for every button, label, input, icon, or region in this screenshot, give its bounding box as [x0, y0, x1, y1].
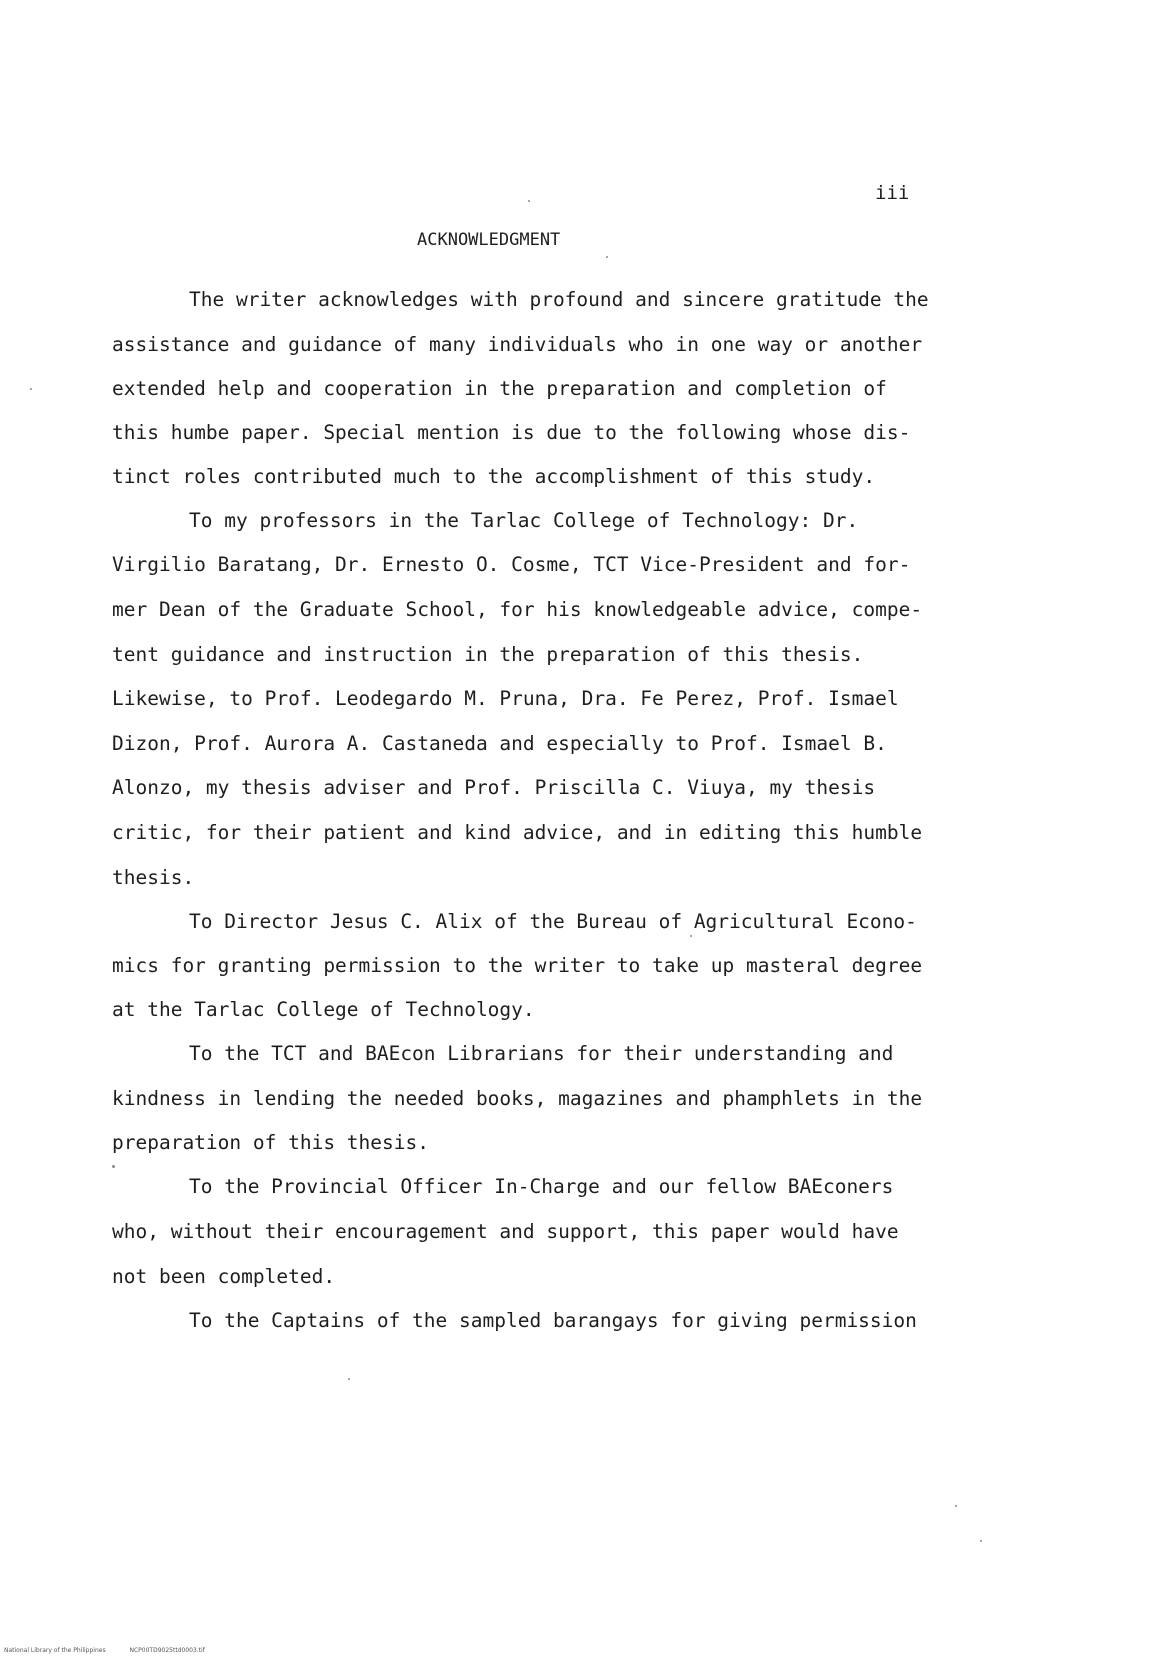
text-line: Dizon, Prof. Aurora A. Castaneda and especially to Prof. Ismael B. [112, 732, 887, 755]
scan-speck [980, 1540, 982, 1542]
text-line: who, without their encouragement and support, this paper would have [112, 1220, 899, 1243]
text-line: To my professors in the Tarlac College of Technology: Dr. [189, 509, 859, 532]
text-line: this humbe paper. Special mention is due to the following whose dis- [112, 421, 911, 444]
text-line: The writer acknowledges with profound and sincere gratitude the [189, 288, 929, 311]
page-title: ACKNOWLEDGMENT [417, 230, 561, 250]
text-line: tinct roles contributed much to the accomplishment of this study. [112, 465, 876, 488]
scan-speck [955, 1505, 957, 1507]
scan-speck [606, 256, 608, 258]
scan-speck [690, 935, 692, 937]
scan-footer [4, 1647, 205, 1654]
text-line: mer Dean of the Graduate School, for his knowledgeable advice, compe- [112, 598, 923, 621]
text-line: critic, for their patient and kind advice, and in editing this humble [112, 821, 923, 844]
text-line: Likewise, to Prof. Leodegardo M. Pruna, Dra. Fe Perez, Prof. Ismael [112, 687, 899, 710]
text-line: not been completed. [112, 1265, 336, 1288]
text-line: To Director Jesus C. Alix of the Bureau of Agricultural Econo- [189, 910, 917, 933]
scan-speck [528, 200, 530, 202]
text-line: extended help and cooperation in the preparation and completion of [112, 377, 887, 400]
text-line: at the Tarlac College of Technology. [112, 998, 535, 1021]
footer-file-id: NCP00TD9025ttd0003.tif [129, 1647, 205, 1654]
text-line: assistance and guidance of many individuals who in one way or another [112, 333, 923, 356]
text-line: kindness in lending the needed books, magazines and phamphlets in the [112, 1087, 923, 1110]
text-line: tent guidance and instruction in the preparation of this thesis. [112, 643, 864, 666]
text-line: To the Captains of the sampled barangays for giving permission [189, 1309, 917, 1332]
text-line: mics for granting permission to the writer to take up masteral degree [112, 954, 923, 977]
text-line: thesis. [112, 866, 195, 889]
scan-speck [348, 1378, 350, 1380]
text-line: Virgilio Baratang, Dr. Ernesto O. Cosme, TCT Vice-President and for- [112, 553, 911, 576]
text-line: To the TCT and BAEcon Librarians for their understanding and [189, 1042, 894, 1065]
page-number: iii [875, 182, 910, 204]
text-line: preparation of this thesis. [112, 1131, 429, 1154]
text-line: To the Provincial Officer In-Charge and our fellow BAEconers [189, 1175, 894, 1198]
scan-speck [112, 1165, 115, 1168]
text-line: Alonzo, my thesis adviser and Prof. Priscilla C. Viuya, my thesis [112, 776, 876, 799]
scan-speck [30, 388, 32, 390]
footer-library: National Library of the Philippines [4, 1647, 106, 1654]
